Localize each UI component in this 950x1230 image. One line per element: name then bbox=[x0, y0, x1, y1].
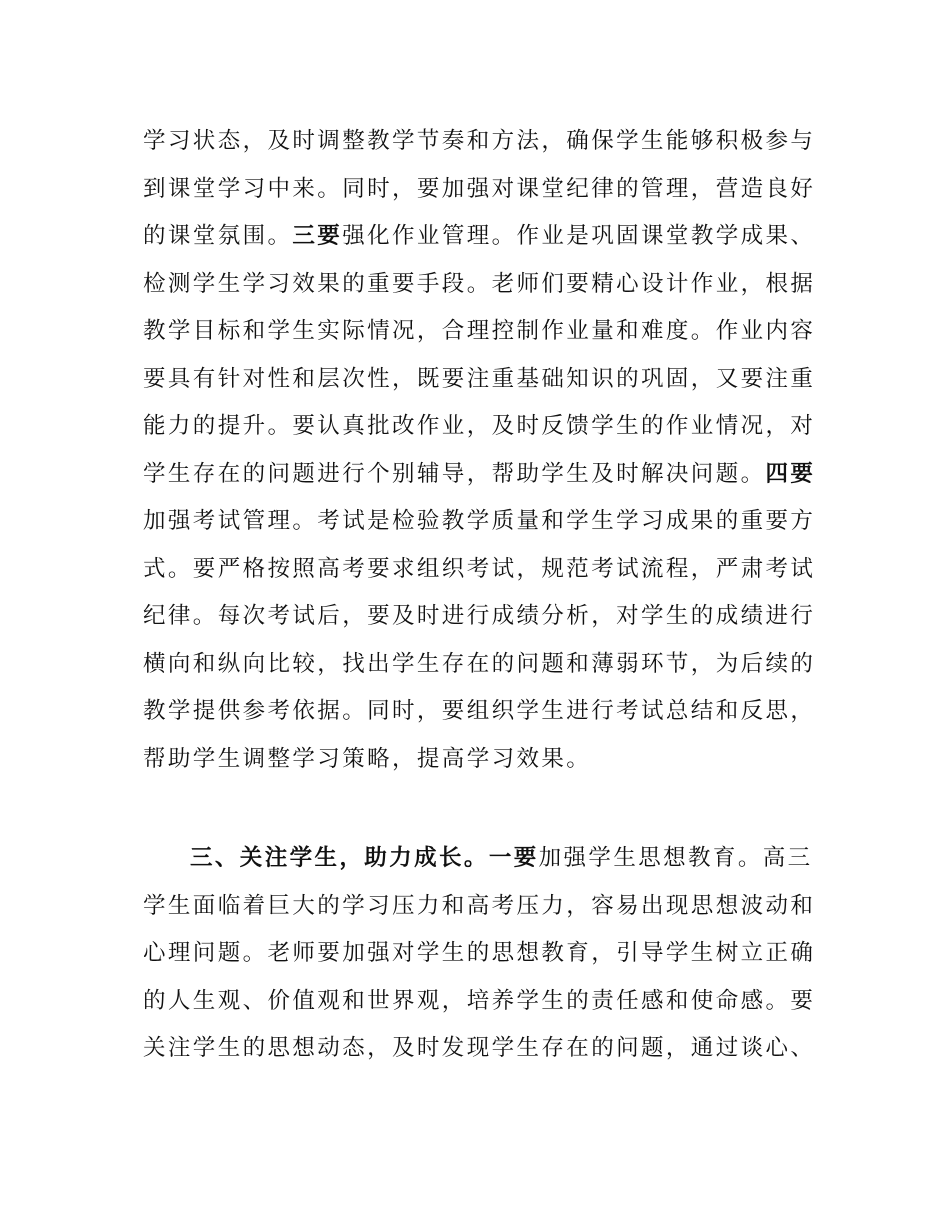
text-run: 心理问题。老师要加强对学生的思想教育，引导学生树立正确 bbox=[143, 940, 816, 966]
text-run: 帮助学生调整学习策略，提高学习效果。 bbox=[143, 745, 592, 772]
text-line bbox=[143, 986, 815, 1016]
text-line bbox=[143, 938, 815, 968]
text-run: 纪律。每次考试后，要及时进行成绩分析，对学生的成绩进行 bbox=[143, 603, 816, 629]
text-line bbox=[190, 843, 813, 873]
text-line bbox=[143, 891, 815, 921]
text-run: 式。要严格按照高考要求组织考试，规范考试流程，严肃考试 bbox=[143, 555, 816, 582]
text-line bbox=[143, 269, 815, 299]
text-line bbox=[143, 696, 815, 726]
text-run: 加强考试管理。考试是检验教学质量和学生学习成果的重要方 bbox=[143, 508, 816, 534]
bold-text-run: 三要 bbox=[292, 223, 343, 249]
text-run: 的人生观、价值观和世界观，培养学生的责任感和使命感。要 bbox=[143, 987, 816, 1014]
text-run: 横向和纵向比较，找出学生存在的问题和薄弱环节，为后续的 bbox=[143, 650, 816, 677]
text-line bbox=[143, 601, 815, 631]
text-line bbox=[143, 411, 815, 441]
text-run: 学生存在的问题进行个别辅导，帮助学生及时解决问题。 bbox=[143, 460, 766, 487]
text-run: 要具有针对性和层次性，既要注重基础知识的巩固，又要注重 bbox=[143, 365, 816, 392]
text-run: 关注学生的思想动态，及时发现学生存在的问题，通过谈心、 bbox=[143, 1035, 816, 1061]
bold-text-run: 三、关注学生，助力成长。 bbox=[190, 845, 489, 871]
text-run: 学习状态，及时调整教学节奏和方法，确保学生能够积极参与 bbox=[143, 128, 816, 154]
text-line bbox=[143, 174, 815, 204]
bold-text-run: 一要 bbox=[488, 845, 539, 871]
text-run: 检测学生学习效果的重要手段。老师们要精心设计作业，根据 bbox=[143, 270, 816, 297]
text-line bbox=[143, 126, 815, 156]
text-run: 学生面临着巨大的学习压力和高考压力，容易出现思想波动和 bbox=[143, 892, 816, 919]
text-line bbox=[143, 364, 815, 394]
text-line bbox=[143, 744, 591, 774]
text-run: 到课堂学习中来。同时，要加强对课堂纪律的管理，营造良好 bbox=[143, 175, 816, 202]
text-line bbox=[143, 459, 815, 489]
text-run: 加强学生思想教育。高三 bbox=[538, 845, 813, 871]
text-line bbox=[143, 506, 815, 536]
text-line bbox=[143, 649, 815, 679]
bold-text-run: 四要 bbox=[765, 460, 816, 487]
text-line bbox=[143, 221, 815, 251]
text-line bbox=[143, 316, 815, 346]
text-run: 强化作业管理。作业是巩固课堂教学成果、 bbox=[342, 223, 816, 249]
text-run: 能力的提升。要认真批改作业，及时反馈学生的作业情况，对 bbox=[143, 413, 816, 439]
text-run: 教学提供参考依据。同时，要组织学生进行考试总结和反思， bbox=[143, 698, 816, 724]
text-run: 教学目标和学生实际情况，合理控制作业量和难度。作业内容 bbox=[143, 318, 816, 344]
text-run: 的课堂氛围。 bbox=[143, 223, 293, 249]
text-line bbox=[143, 554, 815, 584]
text-line bbox=[143, 1033, 815, 1063]
